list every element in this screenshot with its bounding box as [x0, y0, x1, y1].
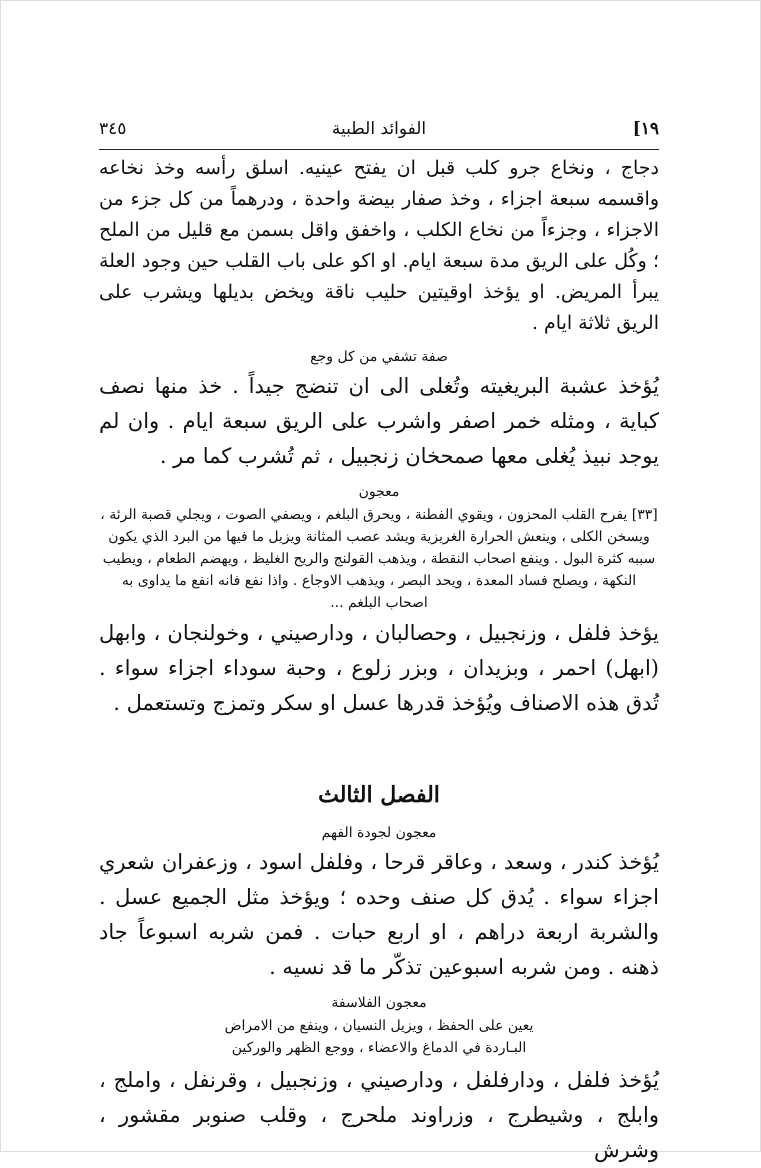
- page-number: ٣٤٥: [99, 119, 127, 139]
- majoon-benefits-note: [99, 504, 659, 614]
- paragraph-philosophers: يُؤخذ فلفل ، ودارفلفل ، ودارصيني ، وزنجبيل ، وقرنفل ، واملج ، وابلج ، وشيطرج ، وزراوند ملحرج ، وقلب صنوبر مقشور ، وشرش: [99, 1068, 659, 1162]
- paragraph-cure: يُؤخذ عشبة البريغيته وتُغلى الى ان تنضج جيداً . خذ منها نصف كباية ، ومثله خمر اصفر واشرب على الريق سبعة ايام . وان لم يوجد نبيذ يُغلى معها صمحخان زنجبيل ، ثم تُشرب كما مر .: [99, 374, 659, 468]
- section-heading-philosophers: معجون الفلاسفة: [331, 995, 427, 1011]
- header-rule: [99, 149, 659, 150]
- philosophers-benefits-line-1: يعين على الحفظ ، ويزيل النسيان ، وينفع من الامراض: [224, 1018, 534, 1034]
- marginal-marker: [٣٣]: [631, 507, 658, 523]
- page-body: [99, 153, 659, 1168]
- paragraph-understanding: يُؤخذ كندر ، وسعد ، وعاقر قرحا ، وفلفل اسود ، وزعفران شعري اجزاء سواء . يُدق كل صنف وحده ؛ ويؤخذ مثل الجميع عسل . والشربة اربعة دراهم ، او اربع حبات . فمن شربه اسبوعاً جاد ذهنه . ومن شربه اسبوعين تذكّر ما قد نسيه .: [99, 850, 659, 979]
- paragraph-majoon: يؤخذ فلفل ، وزنجبيل ، وحصالبان ، ودارصيني ، وخولنجان ، وابهل (ابهل) احمر ، وبزيدان ، وبزر زلوع ، وحبة سوداء اجزاء سواء . تُدق هذه الاصناف ويُؤخذ قدرها عسل او سكر وتمزج وتستعمل .: [99, 621, 659, 715]
- page-header: [99, 113, 659, 147]
- section-heading-majoon: معجون: [358, 484, 400, 500]
- section-heading-understanding: معجون لجودة الفهم: [321, 825, 437, 841]
- paragraph-recipe-continued: دجاج ، ونخاع جرو كلب قبل ان يفتح عينيه. اسلق رأسه وخذ نخاعه واقسمه سبعة اجزاء ، وخذ صفار بيضة واحدة ، ودرهماً من كل جزء من الاجزاء ، وجزءاً من نخاع الكلب ، واخفق واقل بسمن مع قليل من الملح ؛ وكُل على الريق مدة سبعة ايام. او اكو على باب القلب حين وجود العلة يبرأ المريض. او يؤخذ اوقيتين حليب ناقة ويخض بديلها ويشرب على الريق ثلاثة ايام .: [99, 157, 659, 334]
- majoon-benefits-text: يفرح القلب المحزون ، ويقوي الفطنة ، ويحرق البلغم ، ويصفي الصوت ، ويجلي قصبة الرئة ، ويسخن الكلى ، وينعش الحرارة الغريزية ويشد عصب المثانة ويزيل ما فيها من البرد الذي يكون سببه كثرة البول . وينفع اصحاب النقطة ، ويذهب القولنج والريح الغليظ ، ويهضم الطعام ، ويطيب النكهة ، ويصلح فساد المعدة ، ويحد البصر ، ويذهب الاوجاع . واذا نفع فانه انفع ما يداوى به اصحاب البلغم ...: [100, 507, 656, 611]
- chapter-title: الفصل الثالث: [318, 782, 440, 808]
- section-heading-cure: صفة تشفي من كل وجع: [310, 349, 448, 365]
- section-number: ١٩]: [632, 119, 659, 139]
- running-title: الفوائد الطبية: [331, 119, 427, 139]
- philosophers-benefits-line-2: البـاردة في الدماغ والاعضاء ، ووجع الظهر والوركين: [231, 1040, 527, 1056]
